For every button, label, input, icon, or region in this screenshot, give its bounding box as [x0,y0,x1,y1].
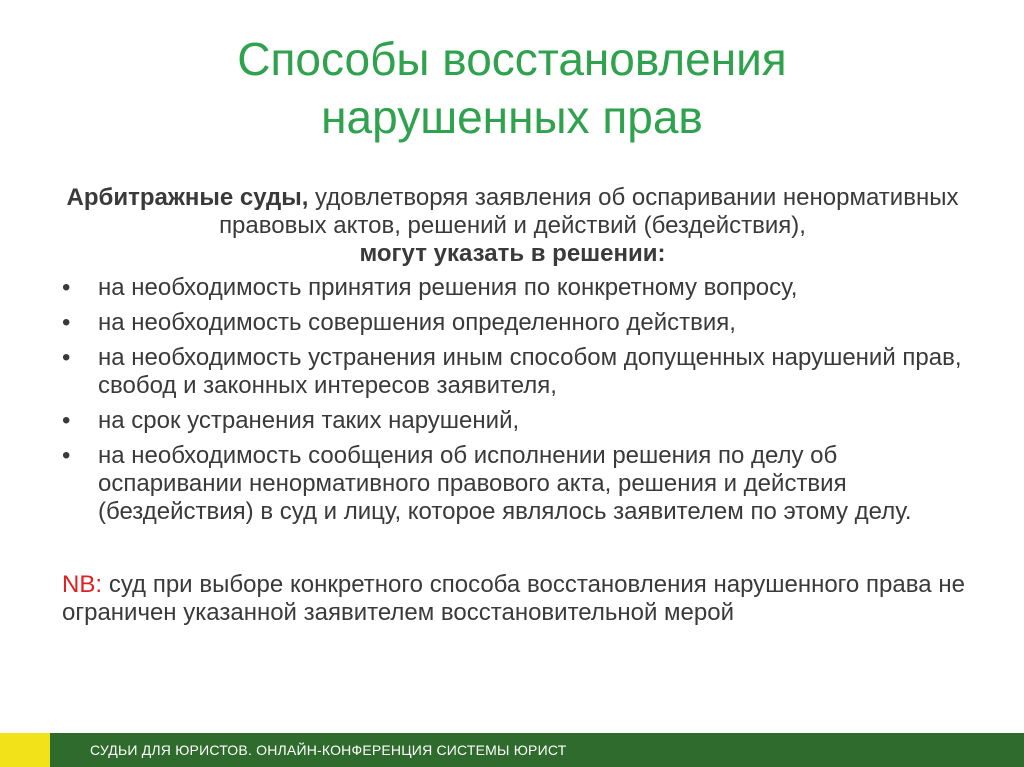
intro-paragraph [55,184,970,268]
slide-title-line-2: нарушенных прав [321,91,703,143]
bullet-list [62,274,967,533]
list-item-text: на необходимость сообщения об исполнении решения по делу об оспаривании ненормативного правового акта, решения и действия (бездействия) в суд и лицу, которое являлось заявителем по этому делу. [98,442,912,525]
slide-title-line-1: Способы восстановления [237,33,787,85]
footer-accent-block [0,733,50,767]
nb-text: суд при выборе конкретного способа восстановления нарушенного права не ограничен указанной заявителем восстановительной мерой [62,571,965,626]
list-item [62,309,967,337]
nb-note [62,571,965,627]
list-item-text: на срок устранения таких нарушений, [98,407,520,434]
intro-text: удовлетворяя заявления об оспаривании ненормативных правовых актов, решений и действий (бездействия), [219,184,959,239]
list-item [62,442,967,526]
footer-bar [50,733,1024,767]
list-item-text: на необходимость принятия решения по конкретному вопросу, [98,274,798,301]
list-item [62,274,967,302]
list-item-text: на необходимость совершения определенного действия, [98,309,736,336]
slide-title [0,30,1024,146]
intro-bold-start: Арбитражные суды, [66,184,309,211]
footer [0,733,1024,767]
bullet-icon: • [62,442,71,469]
nb-label: NB: [62,571,103,598]
bullet-icon: • [62,344,71,371]
list-item [62,344,967,400]
bullet-icon: • [62,309,71,336]
intro-bold-end: могут указать в решении: [359,240,666,267]
list-item [62,407,967,435]
bullet-icon: • [62,274,71,301]
footer-text: СУДЬИ ДЛЯ ЮРИСТОВ. ОНЛАЙН-КОНФЕРЕНЦИЯ СИСТЕМЫ ЮРИСТ [90,742,567,758]
bullet-icon: • [62,407,71,434]
list-item-text: на необходимость устранения иным способом допущенных нарушений прав, свобод и законных интересов заявителя, [98,344,962,399]
